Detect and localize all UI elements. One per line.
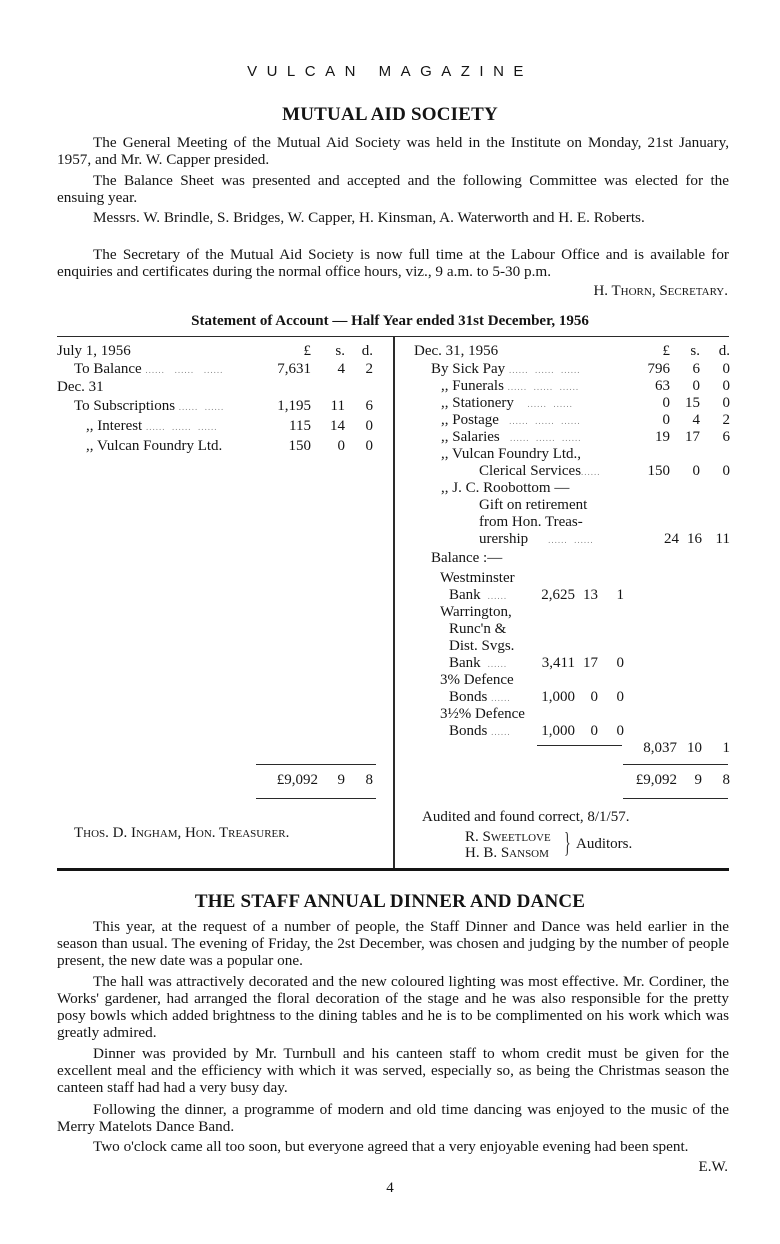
leader-dots: ...... — [491, 693, 511, 703]
right-total-rule-bottom — [623, 798, 728, 799]
left-item-label — [74, 398, 224, 416]
dinner-title: THE STAFF ANNUAL DINNER AND DANCE — [194, 891, 586, 912]
dinner-signature: E.W. — [698, 1159, 728, 1175]
right-item-shillings: 0 — [692, 378, 700, 394]
right-item-label: ,, Vulcan Foundry Ltd., — [441, 446, 582, 462]
item-label: urership — [479, 531, 529, 547]
account-label: Bank — [449, 655, 481, 671]
leader-dots: ...... ...... — [531, 535, 594, 545]
left-total-rule-bottom — [256, 798, 376, 799]
right-date: Dec. 31, 1956 — [414, 343, 499, 359]
balance-shillings: 0 — [590, 689, 598, 705]
right-item-label: ,, J. C. Roobottom — — [441, 480, 570, 496]
mutual-aid-title: MUTUAL AID SOCIETY — [282, 104, 498, 125]
right-item-label — [441, 378, 579, 396]
balance-account-name: 3% Defence — [440, 672, 514, 688]
item-label: ,, Funerals — [441, 378, 504, 394]
mutual-aid-paragraph — [57, 209, 729, 226]
paragraph-text: The Secretary of the Mutual Aid Society is now full time at the Labour Office and is available for enquiries and certificates during the normal office hours, viz., 9 a.m. to 5-30 p.m. — [57, 246, 729, 280]
left-item-pence: 6 — [365, 398, 373, 414]
right-item-shillings: 6 — [692, 361, 700, 377]
right-item-label-cont — [479, 531, 594, 549]
treasurer-signature: Thos. D. Ingham, Hon. Treasurer. — [74, 825, 290, 841]
table-bottom-rule — [57, 868, 729, 871]
item-label: ,, Stationery — [441, 395, 514, 411]
balance-account-last — [449, 689, 511, 707]
paragraph-text: Dinner was provided by Mr. Turnbull and his canteen staff to whom credit must be given for the excellent meal and the efficiency with which it was served, especially so, as being the Christmas season the canteen staff had had a very busy day. — [57, 1045, 729, 1096]
balance-shillings: 13 — [583, 587, 598, 603]
right-item-pounds: 0 — [662, 395, 670, 411]
account-label: Bonds — [449, 689, 488, 705]
left-item-pence: 0 — [365, 438, 373, 454]
right-item-label — [441, 429, 581, 447]
brace-icon: } — [564, 828, 571, 859]
right-item-pounds: 796 — [647, 361, 670, 377]
right-total-shillings: 9 — [694, 772, 702, 788]
left-item-label: ,, Vulcan Foundry Ltd. — [86, 438, 223, 454]
balance-pence: 0 — [616, 723, 624, 739]
item-label: Clerical Services — [479, 463, 582, 479]
paragraph-text: The Balance Sheet was presented and accepted and the following Committee was elected for the ensuing year. — [57, 172, 729, 206]
shillings-header: s. — [690, 343, 700, 359]
left-item-shillings: 11 — [330, 398, 345, 414]
right-item-pounds: 150 — [647, 463, 670, 479]
right-item-shillings: 17 — [685, 429, 700, 445]
leader-dots: ...... — [491, 727, 511, 737]
right-total-pence: 8 — [722, 772, 730, 788]
secretary-signature: H. Thorn, Secretary. — [593, 283, 728, 299]
right-item-label — [441, 412, 581, 430]
left-item-shillings: 4 — [337, 361, 345, 377]
left-item-shillings: 14 — [330, 418, 345, 434]
mutual-aid-paragraph — [57, 172, 729, 206]
account-label: Bank — [449, 587, 481, 603]
right-item-shillings: 0 — [692, 463, 700, 479]
right-item-label — [441, 395, 573, 413]
shillings-header: s. — [335, 343, 345, 359]
leader-dots: ...... — [581, 467, 601, 477]
magazine-masthead: VULCAN MAGAZINE — [247, 63, 533, 80]
account-label: Bonds — [449, 723, 488, 739]
right-item-pence: 0 — [722, 463, 730, 479]
pence-header: d. — [718, 343, 730, 359]
balance-total-pounds: 8,037 — [643, 740, 677, 756]
balance-pence: 0 — [616, 689, 624, 705]
left-total-shillings: 9 — [337, 772, 345, 788]
right-item-pence: 0 — [722, 361, 730, 377]
paragraph-text: The hall was attractively decorated and the new coloured lighting was most effective. Mr. Cordiner, the Works' gardener, had arranged the floral decoration of the stage and he was also responsible for the pretty posy bowls which added brightness to the dining tables and he is to be complimented on his work which was greatly admired. — [57, 973, 729, 1041]
audit-note: Audited and found correct, 8/1/57. — [422, 809, 630, 825]
balance-shillings: 0 — [590, 723, 598, 739]
right-item-pounds: 0 — [662, 412, 670, 428]
left-item-pence: 2 — [365, 361, 373, 377]
right-item-pounds: 24 — [664, 531, 679, 547]
balance-pounds: 1,000 — [541, 723, 575, 739]
left-item-pounds: 150 — [288, 438, 311, 454]
right-item-label-cont: from Hon. Treas- — [479, 514, 583, 530]
balance-pounds: 1,000 — [541, 689, 575, 705]
left-item-pounds: 115 — [289, 418, 311, 434]
balance-account-name: Runc'n & — [449, 621, 507, 637]
leader-dots: ...... — [484, 659, 508, 669]
balance-account-last — [449, 655, 507, 673]
right-item-pence: 2 — [722, 412, 730, 428]
right-item-label — [431, 361, 580, 379]
balance-account-name: Westminster — [440, 570, 515, 586]
right-item-pence: 6 — [722, 429, 730, 445]
right-item-shillings: 15 — [685, 395, 700, 411]
right-item-pence: 0 — [722, 395, 730, 411]
column-divider — [393, 337, 395, 870]
dinner-paragraph — [57, 1101, 729, 1135]
auditor-name: H. B. Sansom — [465, 845, 549, 861]
item-label: ,, Salaries — [441, 429, 500, 445]
paragraph-text: This year, at the request of a number of people, the Staff Dinner and Dance was held earlier in the season than usual. The evening of Friday, the 2st December, was chosen and judging by the number of people present, the new date was a popular one. — [57, 918, 729, 969]
page-number: 4 — [386, 1180, 394, 1196]
right-total-rule-top — [623, 764, 728, 765]
pounds-header: £ — [303, 343, 311, 359]
dinner-paragraph — [57, 918, 729, 969]
balance-shillings: 17 — [583, 655, 598, 671]
balance-pounds: 3,411 — [541, 655, 575, 671]
right-item-pence: 11 — [715, 531, 730, 547]
balance-label: Balance :— — [431, 550, 503, 566]
item-label: To Balance — [74, 361, 142, 377]
balance-account-last — [449, 723, 511, 741]
left-item-pounds: 1,195 — [277, 398, 311, 414]
paragraph-text: The General Meeting of the Mutual Aid Society was held in the Institute on Monday, 21st January, 1957, and Mr. W. Capper presided. — [57, 134, 729, 168]
left-item-pence: 0 — [365, 418, 373, 434]
paragraph-text: Following the dinner, a programme of modern and old time dancing was enjoyed to the music of the Merry Matelots Dance Band. — [57, 1101, 729, 1135]
left-date-2: Dec. 31 — [57, 379, 104, 395]
item-label: ,, Interest — [86, 418, 143, 434]
left-total-pounds: £9,092 — [276, 772, 318, 788]
left-total-pence: 8 — [365, 772, 373, 788]
leader-dots: ...... ...... ...... — [145, 422, 218, 432]
item-label: To Subscriptions — [74, 398, 176, 414]
right-item-label-cont: Gift on retirement — [479, 497, 588, 513]
dinner-paragraph — [57, 1045, 729, 1096]
balance-account-last — [449, 587, 507, 605]
left-item-shillings: 0 — [337, 438, 345, 454]
balance-subtotal-rule — [537, 745, 622, 746]
leader-dots: ...... ...... ...... — [502, 416, 581, 426]
leader-dots: ...... ...... ...... — [507, 382, 580, 392]
dinner-paragraph — [57, 1138, 729, 1155]
item-label: ,, Postage — [441, 412, 499, 428]
right-item-shillings: 4 — [692, 412, 700, 428]
right-item-pence: 0 — [722, 378, 730, 394]
left-item-label — [86, 418, 217, 436]
right-item-pounds: 19 — [655, 429, 670, 445]
statement-title: Statement of Account — Half Year ended 31st December, 1956 — [191, 313, 589, 329]
mutual-aid-paragraph — [57, 134, 729, 168]
balance-total-shillings: 10 — [687, 740, 702, 756]
item-label: By Sick Pay — [431, 361, 506, 377]
leader-dots: ...... — [484, 591, 508, 601]
balance-account-name: Warrington, — [440, 604, 512, 620]
left-total-rule-top — [256, 764, 376, 765]
left-item-label — [74, 361, 223, 379]
leader-dots: ...... ...... ...... — [145, 365, 224, 375]
balance-pence: 1 — [616, 587, 624, 603]
leader-dots: ...... ...... — [517, 399, 573, 409]
leader-dots: ...... ...... — [178, 402, 225, 412]
balance-pence: 0 — [616, 655, 624, 671]
left-item-pounds: 7,631 — [277, 361, 311, 377]
dinner-paragraph — [57, 973, 729, 1041]
balance-total-pence: 1 — [722, 740, 730, 756]
paragraph-text: Messrs. W. Brindle, S. Bridges, W. Capper, H. Kinsman, A. Waterworth and H. E. Roberts. — [93, 209, 645, 226]
pounds-header: £ — [662, 343, 670, 359]
right-item-pounds: 63 — [655, 378, 670, 394]
left-date-1: July 1, 1956 — [57, 343, 131, 359]
balance-account-name: 3½% Defence — [440, 706, 525, 722]
auditor-name: R. Sweetlove — [465, 829, 551, 845]
right-item-shillings: 16 — [687, 531, 702, 547]
leader-dots: ...... ...... ...... — [508, 365, 581, 375]
right-item-label-cont — [479, 463, 601, 481]
mutual-aid-paragraph — [57, 246, 729, 280]
pence-header: d. — [361, 343, 373, 359]
balance-pounds: 2,625 — [541, 587, 575, 603]
paragraph-text: Two o'clock came all too soon, but everyone agreed that a very enjoyable evening had been spent. — [93, 1138, 689, 1155]
right-total-pounds: £9,092 — [635, 772, 677, 788]
leader-dots: ...... ...... ...... — [503, 433, 582, 443]
balance-account-name: Dist. Svgs. — [449, 638, 515, 654]
auditors-label: Auditors. — [576, 836, 633, 852]
